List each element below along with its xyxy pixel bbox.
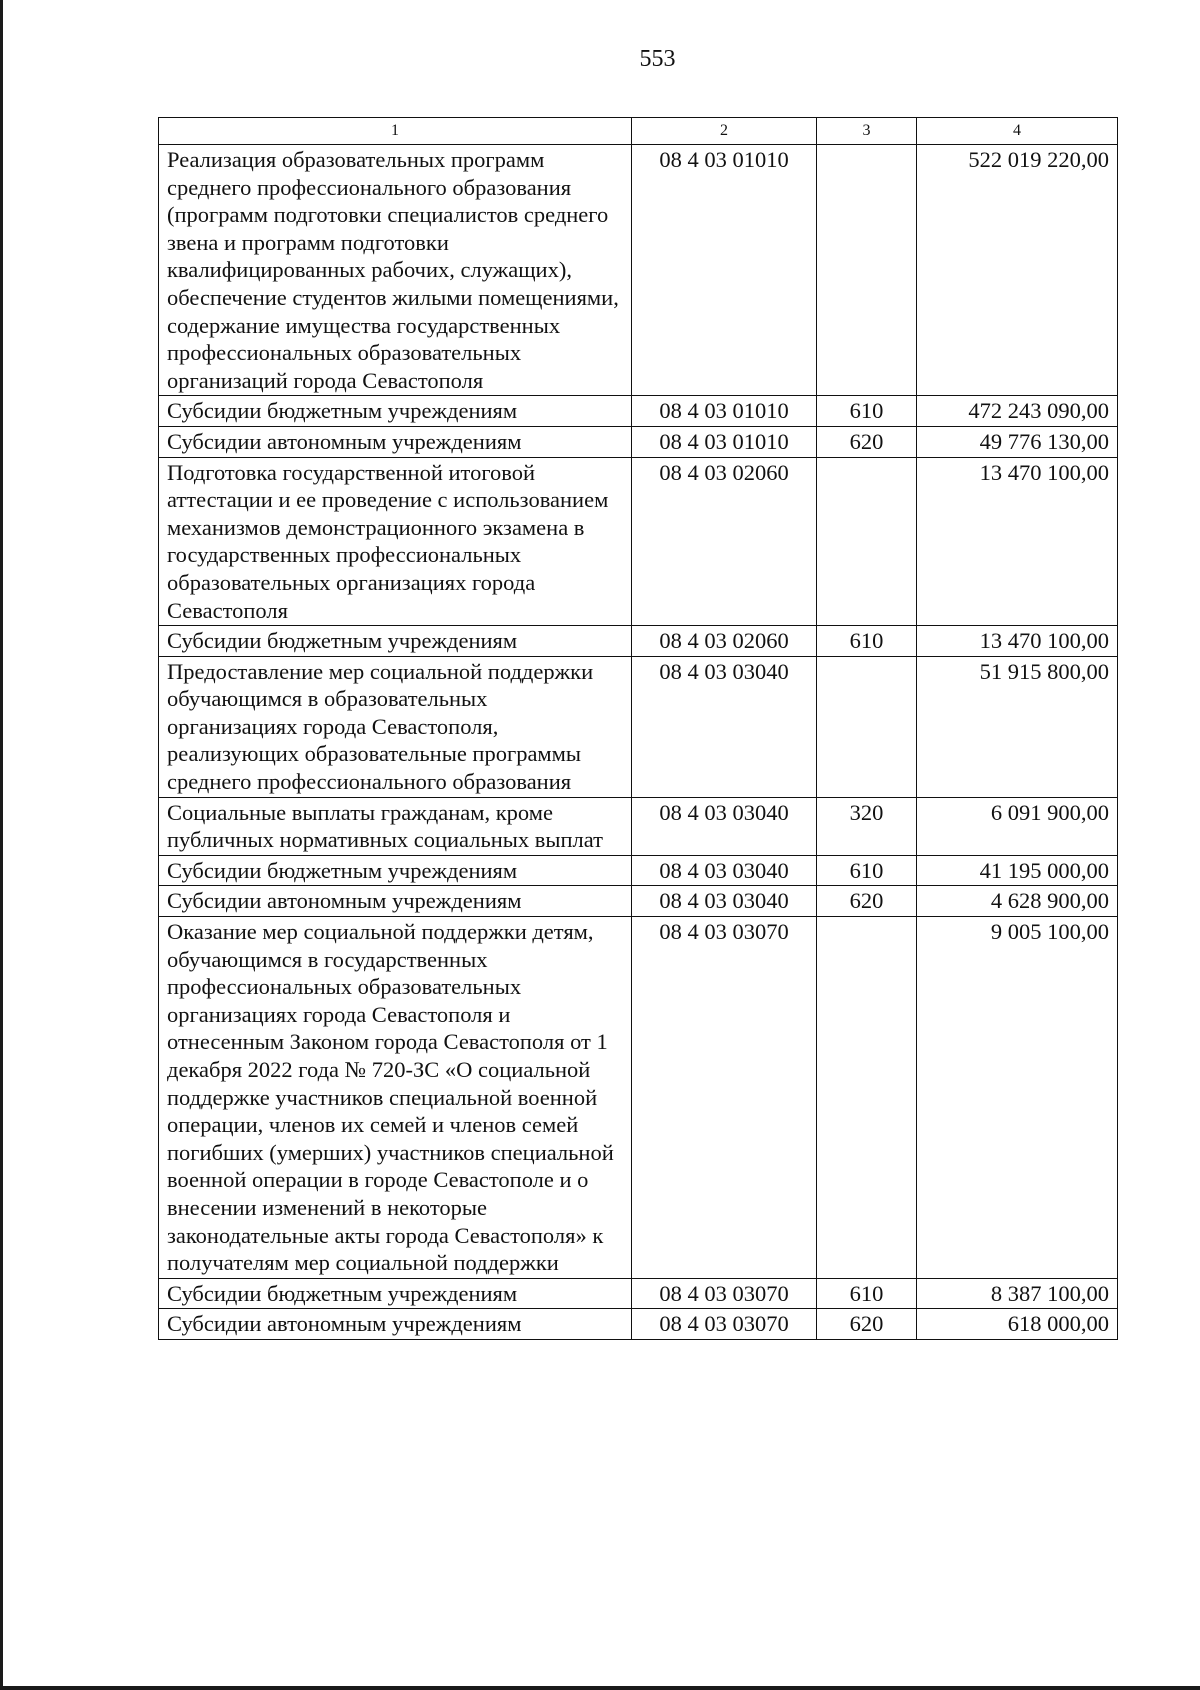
row-type: 610 [817, 396, 917, 427]
row-code: 08 4 03 03070 [632, 917, 817, 1279]
row-type [817, 917, 917, 1279]
row-sum: 6 091 900,00 [917, 797, 1118, 855]
row-code: 08 4 03 03040 [632, 886, 817, 917]
page-number: 553 [639, 46, 676, 72]
header-col-4: 4 [917, 118, 1118, 145]
row-type [817, 457, 917, 626]
row-sum: 41 195 000,00 [917, 855, 1118, 886]
row-sum: 4 628 900,00 [917, 886, 1118, 917]
table-row [159, 457, 1118, 626]
row-name: Субсидии бюджетным учреждениям [159, 396, 632, 427]
row-code: 08 4 03 01010 [632, 396, 817, 427]
row-code: 08 4 03 03040 [632, 797, 817, 855]
header-col-2: 2 [632, 118, 817, 145]
row-type: 610 [817, 855, 917, 886]
row-code: 08 4 03 03040 [632, 855, 817, 886]
row-code: 08 4 03 01010 [632, 145, 817, 396]
row-name: Субсидии бюджетным учреждениям [159, 855, 632, 886]
table-row [159, 797, 1118, 855]
row-name: Субсидии автономным учреждениям [159, 1309, 632, 1340]
row-sum: 618 000,00 [917, 1309, 1118, 1340]
table-row [159, 396, 1118, 427]
table-row [159, 656, 1118, 797]
row-sum: 49 776 130,00 [917, 426, 1118, 457]
row-sum: 13 470 100,00 [917, 457, 1118, 626]
table-row [159, 1278, 1118, 1309]
row-code: 08 4 03 03070 [632, 1309, 817, 1340]
header-col-1: 1 [159, 118, 632, 145]
row-code: 08 4 03 02060 [632, 457, 817, 626]
table-row [159, 886, 1118, 917]
row-code: 08 4 03 03040 [632, 656, 817, 797]
row-sum: 13 470 100,00 [917, 626, 1118, 657]
row-sum: 472 243 090,00 [917, 396, 1118, 427]
row-sum: 9 005 100,00 [917, 917, 1118, 1279]
row-sum: 51 915 800,00 [917, 656, 1118, 797]
row-name: Подготовка государственной итоговой аттестации и ее проведение с использованием механизмов демонстрационного экзамена в государственных профессиональных образовательных организациях города Севастополя [159, 457, 632, 626]
row-name: Субсидии автономным учреждениям [159, 426, 632, 457]
row-code: 08 4 03 03070 [632, 1278, 817, 1309]
header-col-3: 3 [817, 118, 917, 145]
budget-table [158, 117, 1118, 1340]
row-code: 08 4 03 02060 [632, 626, 817, 657]
table-header-row [159, 118, 1118, 145]
row-type [817, 145, 917, 396]
row-name: Субсидии бюджетным учреждениям [159, 1278, 632, 1309]
table-row [159, 1309, 1118, 1340]
row-name: Реализация образовательных программ среднего профессионального образования (программ подготовки специалистов среднего звена и программ подготовки квалифицированных рабочих, служащих), обеспечение студентов жилыми помещениями, содержание имущества государственных профессиональных образовательных организаций города Севастополя [159, 145, 632, 396]
row-sum: 522 019 220,00 [917, 145, 1118, 396]
row-sum: 8 387 100,00 [917, 1278, 1118, 1309]
table-row [159, 917, 1118, 1279]
row-type: 620 [817, 1309, 917, 1340]
table-row [159, 855, 1118, 886]
row-code: 08 4 03 01010 [632, 426, 817, 457]
row-type: 610 [817, 1278, 917, 1309]
row-name: Предоставление мер социальной поддержки обучающимся в образовательных организациях города Севастополя, реализующих образовательные программы среднего профессионального образования [159, 656, 632, 797]
row-name: Субсидии автономным учреждениям [159, 886, 632, 917]
table-row [159, 426, 1118, 457]
row-name: Социальные выплаты гражданам, кроме публичных нормативных социальных выплат [159, 797, 632, 855]
row-type: 620 [817, 426, 917, 457]
scan-edge-bottom [0, 1686, 1200, 1690]
row-type: 620 [817, 886, 917, 917]
row-name: Оказание мер социальной поддержки детям, обучающимся в государственных профессиональных образовательных организациях города Севастополя и отнесенным Законом города Севастополя от 1 декабря 2022 года № 720-ЗС «О социальной поддержке участников специальной военной операции, членов их семей и членов семей погибших (умерших) участников специальной военной операции в городе Севастополе и о внесении изменений в некоторые законодательные акты города Севастополя» к получателям мер социальной поддержки [159, 917, 632, 1279]
row-type: 320 [817, 797, 917, 855]
scan-edge-left [0, 0, 3, 1690]
table-row [159, 145, 1118, 396]
row-name: Субсидии бюджетным учреждениям [159, 626, 632, 657]
row-type: 610 [817, 626, 917, 657]
row-type [817, 656, 917, 797]
table-row [159, 626, 1118, 657]
